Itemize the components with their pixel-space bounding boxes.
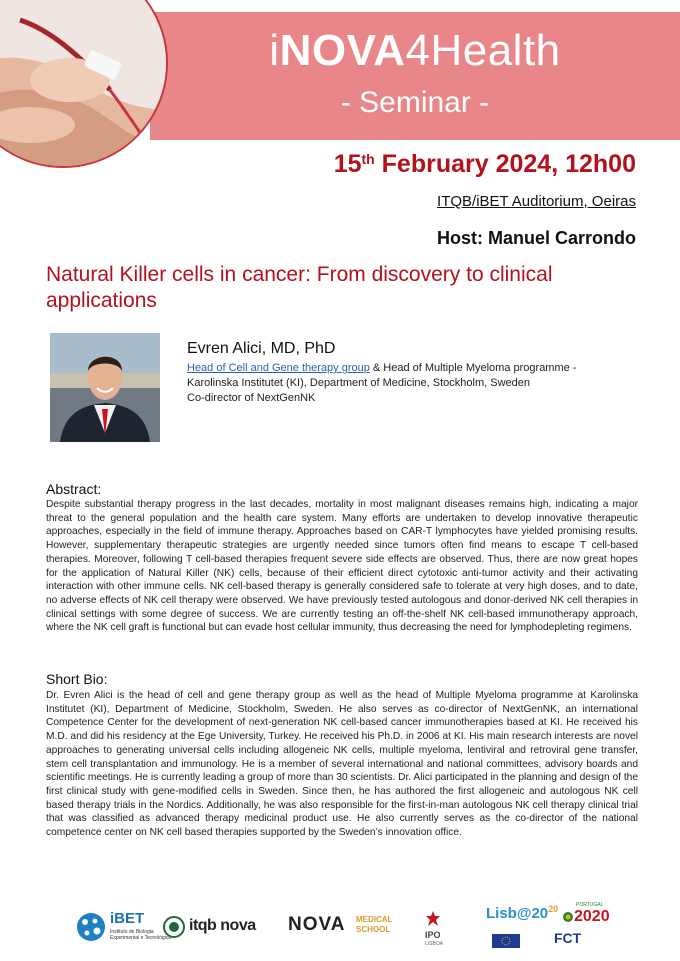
series-subtitle: - Seminar -: [340, 86, 490, 119]
eu-flag-icon: [492, 934, 520, 948]
ipo-cross-icon: [425, 910, 441, 928]
series-title: iNOVA4Health: [269, 26, 561, 75]
ipo-lisboa-logo: IPO LISBOA: [425, 910, 441, 933]
speaker-portrait: [50, 333, 160, 442]
ibet-logo: iBET Instituto de Biologia Experimental e Tecnológica: [76, 912, 106, 947]
abstract-text: Despite substantial therapy progress in the last decades, mortality in most malignant diseases remains high, indicating a major threat to the general population and the health care system. Many efforts are undertaken to develop innovative therapeutic approaches, especially in the field of immune therapy. Approaches based on CAR-T lymphocytes have yielded promising results. However, supplementary therapeutic strategies are urgently needed since tumors often find means to escape T cell-based therapies. Moreover, following T cell-based therapies frequent severe side effects are observed. Thus, there are now great hopes for the application of Natural Killer (NK) cells, because of their efficient direct cytotoxic anti-tumor activity and their activating interaction with other immune cells. NK cell-based therapy is generally considered safe to tolerate at very high doses, and to date, no adverse effects of NK cell therapy were observed. We have previously tested autologous and donor-derived NK cell therapies in clinical settings with some degree of success. We are currently testing an off-the-shelf NK cell-based immunotherapy approach, where the NK cell graft is functional but can evade host cellular immunity, thus decreasing the need for lymphodepleting regimens.: [46, 499, 638, 634]
speaker-affiliation-line-3: Co-director of NextGenNK: [187, 392, 316, 404]
talk-title: Natural Killer cells in cancer: From discovery to clinical applications: [46, 263, 553, 312]
ibet-emblem-icon: [76, 912, 106, 942]
sponsor-logos: iBET Instituto de Biologia Experimental e Tecnológica itqb nova NOVA MEDICAL SCHOOL IPO LISBOA $Lisb@20^{20}$ PORTUGAL 2020 FCT: [0, 898, 680, 958]
event-venue: ITQB/iBET Auditorium, Oeiras: [437, 193, 636, 210]
lisboa2020-logo: $Lisb@20^{20}$: [486, 904, 558, 922]
group-link[interactable]: Head of Cell and Gene therapy group: [187, 362, 370, 374]
abstract-heading: Abstract:: [46, 481, 102, 497]
itqb-emblem-icon: [163, 916, 185, 938]
speaker-affiliation-line-1: Head of Cell and Gene therapy group & Head of Multiple Myeloma programme -: [187, 362, 577, 374]
nova-medical-logo: NOVA MEDICAL SCHOOL: [288, 914, 393, 935]
speaker-affiliation-line-2: Karolinska Institutet (KI), Department of Medicine, Stockholm, Sweden: [187, 377, 530, 389]
itqb-logo: itqb nova: [163, 916, 185, 943]
event-date: 15th February 2024, 12h00: [333, 150, 636, 178]
hands-photo: [0, 0, 168, 168]
speaker-name: Evren Alici, MD, PhD: [187, 340, 336, 357]
hands-illustration: [0, 0, 168, 168]
event-host: Host: Manuel Carrondo: [436, 228, 636, 248]
portugal-emblem-icon: [562, 911, 574, 923]
bio-heading: Short Bio:: [46, 671, 108, 687]
bio-text: Dr. Evren Alici is the head of cell and gene therapy group as well as the head of Multiple Myeloma programme at Karolinska Institutet (KI), Department of Medicine, Stockholm, Sweden. He also serves as co-director of NextGenNK, an international Competence Center for the development of next-generation NK cell-based cancer immunotherapies based at KI. He received his M.D. and did his residency at the Ege University, Turkey. He received his Ph.D. in 2006 at KI. His main research interests are novel approaches to generating universal cells including allogeneic NK cells, multiple myeloma, lentiviral and retroviral gene transfer, stem cell transplantation and immunology. He is a member of several international and national committees, advisory boards and scientific meetings. He is currently leading a group of more than 30 scientists. Dr. Alici participated in the planning and design of the first clinical study with gene-modified cells in Sweden. Since then, he has authored the first allogeneic and autologous NK cell based therapy trials in the Nordics. Additionally, he was also responsible for the first-in-man autologous NK cell therapy clinical trial that was classified as advanced therapy medicinal product use. He also currently serves as the co-director of the national competence center on NK cell based therapies supported by the Sweden’s innovation office.: [46, 690, 638, 839]
speaker-photo: [50, 333, 160, 442]
